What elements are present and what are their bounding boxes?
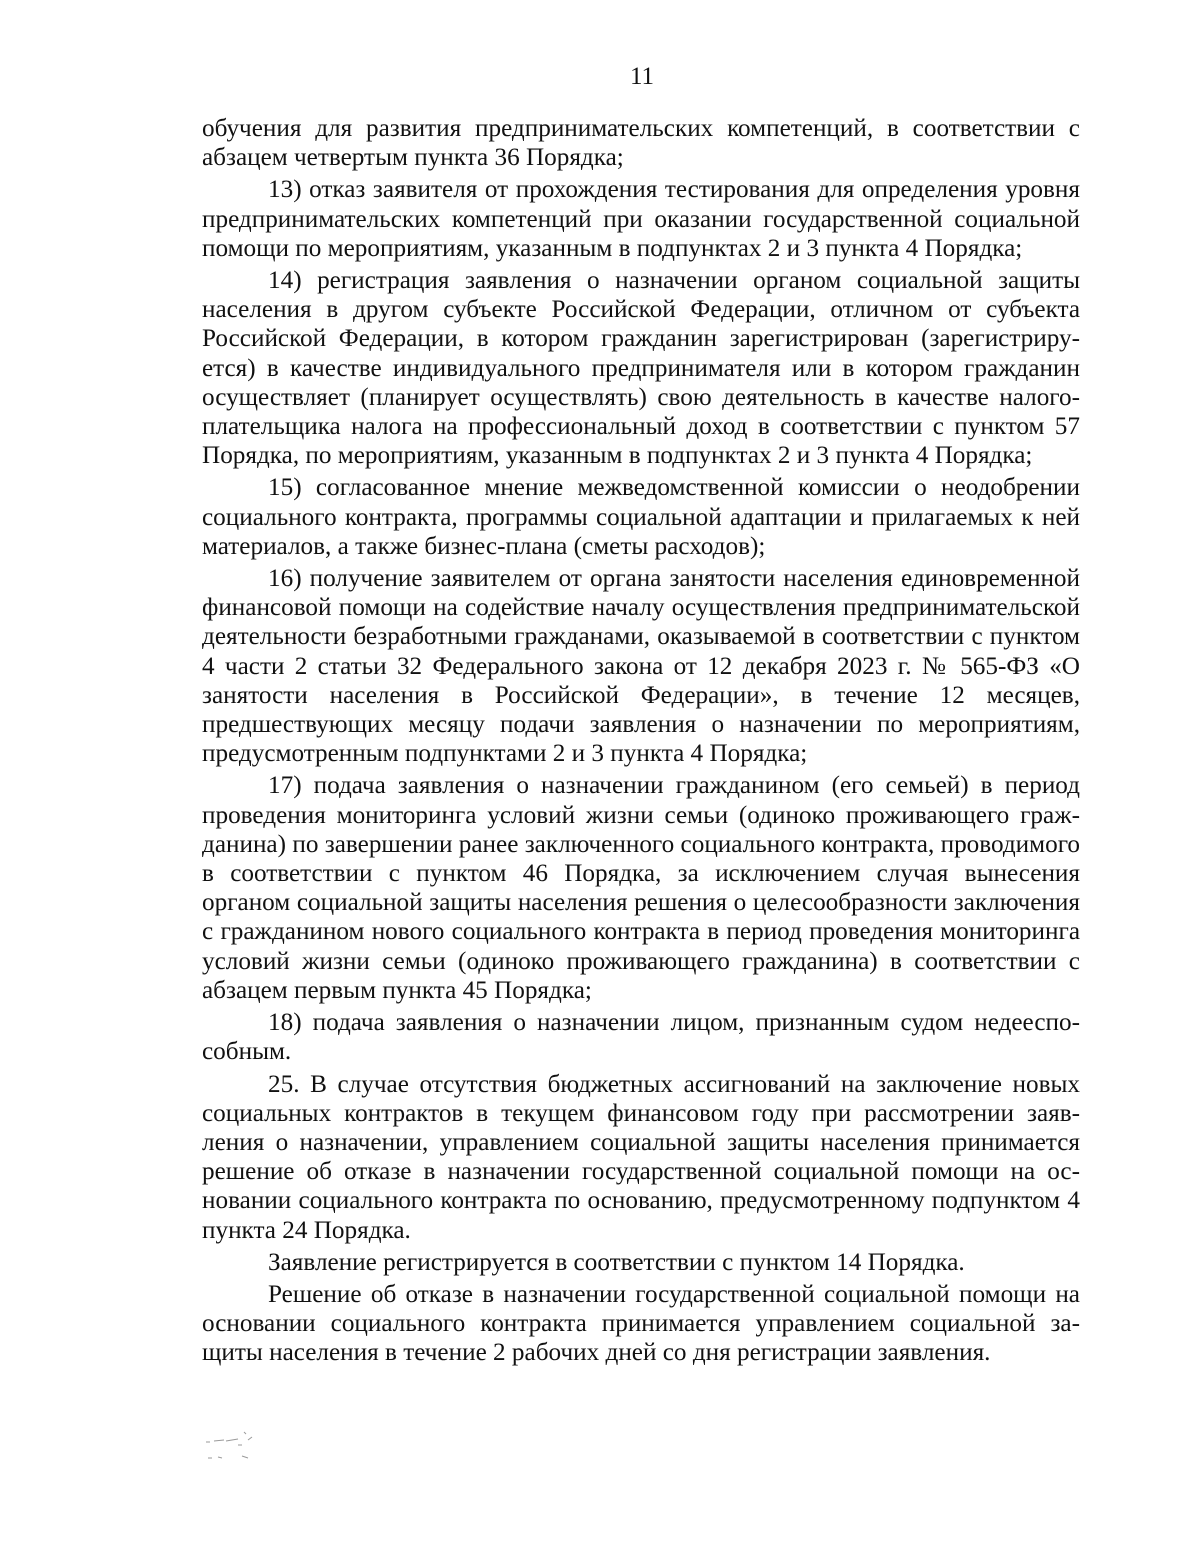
paragraph-decision: Решение об отказе в назначении государственной социальной помощи на основании социального контракта принимается управлением социальной защиты населения в течение 2 рабочих дней со дня регистрации заявления.: [202, 1280, 1080, 1367]
list-item-17: 17) подача заявления о назначении гражданином (его семьей) в период проведения мониторинга условий жизни семьи (одиноко проживающего гражданина) по завершении ранее заключенного социального контракта, проводимого в соответствии с пунктом 46 Порядка, за исключением случая вынесения органом социальной защиты населения решения о целесообразности заключения с гражданином нового социального контракта в период проведения мониторинга условий жизни семьи (одиноко проживающего гражданина) в соответствии с абзацем первым пункта 45 Порядка;: [202, 772, 1080, 1004]
list-item-15: 15) согласованное мнение межведомственной комиссии о неодобрении социального контракта, программы социальной адаптации и прилагаемых к ней материалов, а также бизнес-плана (сметы расходов);: [202, 474, 1080, 560]
list-item-18: 18) подача заявления о назначении лицом, признанным судом недееспособным.: [202, 1009, 1080, 1066]
list-item-14: 14) регистрация заявления о назначении органом социальной защиты населения в другом субъекте Российской Федерации, отличном от субъекта Российской Федерации, в котором гражданин зарегистрирован (зарегистрируется) в качестве индивидуального предпринимателя или в котором гражданин осуществляет (планирует осуществлять) свою деятельность в качестве налогоплательщика налога на профессиональный доход в соответствии с пунктом 57 Порядка, по мероприятиям, указанным в подпунктах 2 и 3 пункта 4 Порядка;: [202, 267, 1080, 470]
paragraph-continuation: обучения для развития предпринимательских компетенций, в соответствии с абзацем четвертым пункта 36 Порядка;: [202, 115, 1080, 172]
paragraph-registration: Заявление регистрируется в соответствии с пунктом 14 Порядка.: [268, 1248, 965, 1276]
list-item-13: 13) отказ заявителя от прохождения тестирования для определения уровня предпринимательских компетенций при оказании государственной социальной помощи по мероприятиям, указанным в подпунктах 2 и 3 пункта 4 Порядка;: [202, 176, 1080, 262]
list-item-16: 16) получение заявителем от органа занятости населения единовременной финансовой помощи на содействие началу осуществления предпринимательской деятельности безработными гражданами, оказываемой в соответствии с пунктом 4 части 2 статьи 32 Федерального закона от 12 декабря 2023 г. № 565-ФЗ «О занятости населения в Российской Федерации», в течение 12 месяцев, предшествующих месяцу подачи заявления о назначении по мероприятиям, предусмотренным подпунктами 2 и 3 пункта 4 Порядка;: [202, 565, 1080, 768]
document-body: [202, 114, 1080, 1371]
page-number: 11: [629, 63, 655, 90]
section-25: 25. В случае отсутствия бюджетных ассигнований на заключение новых социальных контрактов в текущем финансовом году при рассмотрении заявления о назначении, управлением социальной защиты населения принимается решение об отказе в назначении государственной социальной помощи на основании социального контракта по основанию, предусмотренному подпунктом 4 пункта 24 Порядка.: [202, 1070, 1080, 1244]
scan-noise-marks: [198, 1428, 258, 1468]
